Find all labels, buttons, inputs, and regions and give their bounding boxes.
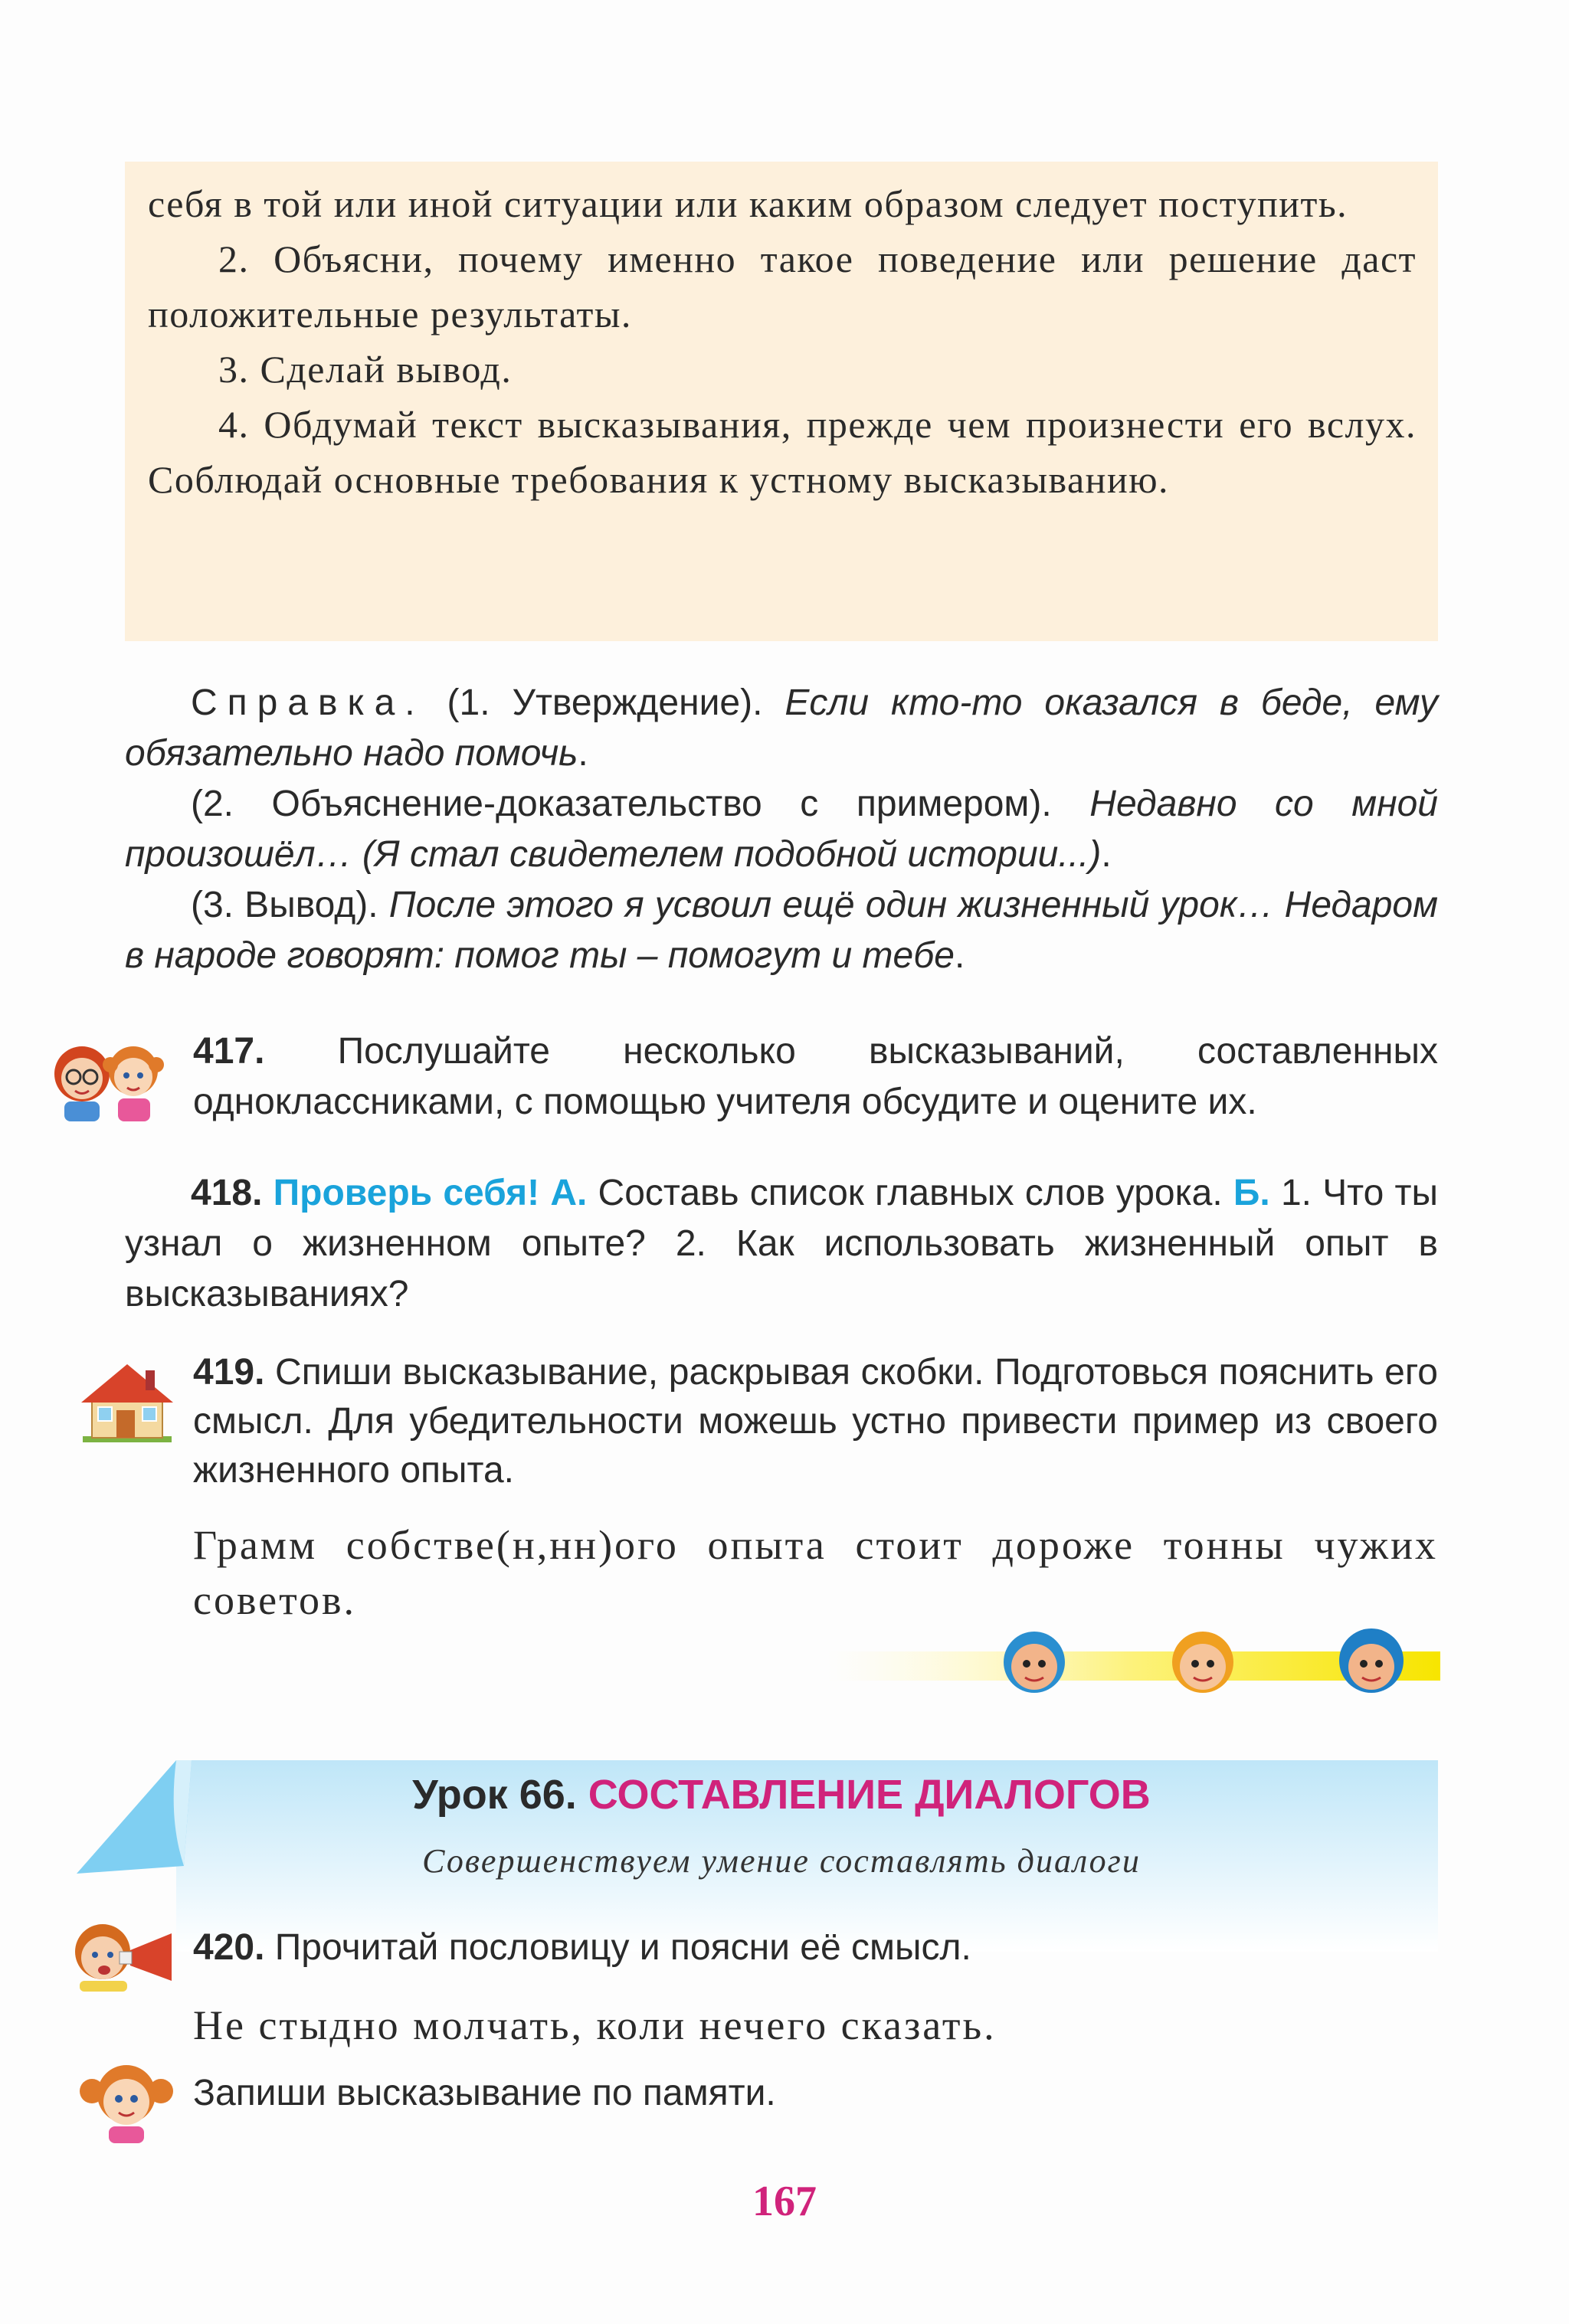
exercise-419-text [125,1348,1438,1495]
exercise-420-proverb: Не стыдно молчать, коли нечего сказать. [193,2002,997,2048]
exercise-418-number: 418. [191,1173,263,1213]
pair-work-kids-icon [40,1034,170,1122]
reference-2-plain: (2. Объяснение-доказательство с примером). [191,784,1090,824]
check-yourself-label: Проверь себя! А. [262,1173,588,1213]
exercise-418-task-b: 1. Что ты узнал о жизненном опыте? 2. Как использовать жизненный опыт в высказываниях? [125,1173,1439,1314]
reference-paragraph-1 [125,678,1438,779]
exercise-420-body: Прочитай пословицу и поясни её смысл. [264,1927,971,1968]
exercise-420-text [193,1923,1438,1973]
lesson-topic: СОСТАВЛЕНИЕ ДИАЛОГОВ [588,1772,1151,1818]
reference-1-italic: Если кто-то оказался в беде, ему обязательно надо помочь [125,682,1438,774]
rule-step-3: 3. Сделай вывод. [218,348,513,391]
exercise-418 [125,1168,1438,1320]
exercise-418-label-b: Б. [1233,1173,1270,1213]
exercise-417-body: Послушайте несколько высказываний, составленных одноклассниками, с помощью учителя обсудите и оцените их. [193,1031,1438,1122]
exercise-418-text [125,1168,1438,1320]
exercise-417-number: 417. [193,1031,265,1072]
rule-box [125,162,1438,641]
lesson-subtitle: Совершенствуем умение составлять диалоги [422,1842,1141,1880]
rule-step-2: 2. Объясни, почему именно такое поведение или решение даст положительные результаты. [148,237,1417,336]
reference-label: Справка. [191,682,425,723]
exercise-419-proverb-block [193,1517,1438,1628]
rule-intro: себя в той или иной ситуации или каким образом следует поступить. [148,182,1348,225]
exercise-420 [193,1923,1438,1973]
reference-paragraph-2 [125,779,1438,880]
reference-1-plain: (1. Утверждение). [424,682,785,723]
reference-3-plain: (3. Вывод). [191,885,389,925]
megaphone-boy-icon [64,1915,187,1992]
exercise-420-proverb-block [193,1998,1438,2053]
reference-1-end: . [578,733,588,774]
exercise-419-body: Спиши высказывание, раскрывая скобки. Подготовься пояснить его смысл. Для убедительности можешь устно привести пример из своего жизненного опыта. [193,1352,1438,1491]
rule-step-4: 4. Обдумай текст высказывания, прежде чем произнести его вслух. Соблюдай основные требования к устному высказыванию. [148,403,1417,501]
reference-2-end: . [1101,834,1112,875]
lesson-number: Урок 66. [412,1772,577,1818]
exercise-419-number: 419. [193,1352,265,1393]
exercise-420-task: Запиши высказывание по памяти. [193,2073,776,2113]
reference-paragraph-3 [125,880,1438,981]
exercise-419-proverb: Грамм собстве(н,нн)ого опыта стоит дороже тонны чужих советов. [193,1522,1438,1623]
lesson-title [383,1769,1180,1820]
exercise-418-task-a: Составь список главных слов урока. [587,1173,1223,1213]
reference-2-italic: Недавно со мной произошёл… (Я стал свидетелем подобной истории...) [125,784,1438,875]
cartoon-kids-strip-icon [827,1616,1440,1700]
page-number: 167 [752,2178,817,2225]
reference-3-italic: После этого я усвоил ещё один жизненный урок… Недаром в народе говорят: помог ты – помогут и тебе [125,885,1438,976]
exercise-420-task-block [193,2068,1438,2119]
reference-block [125,678,1438,981]
exercise-417-text [193,1026,1438,1128]
exercise-420-number: 420. [193,1927,265,1968]
reference-3-end: . [954,935,965,976]
exercise-419 [125,1348,1438,1495]
girl-icon [77,2061,176,2145]
exercise-417 [193,1026,1438,1128]
